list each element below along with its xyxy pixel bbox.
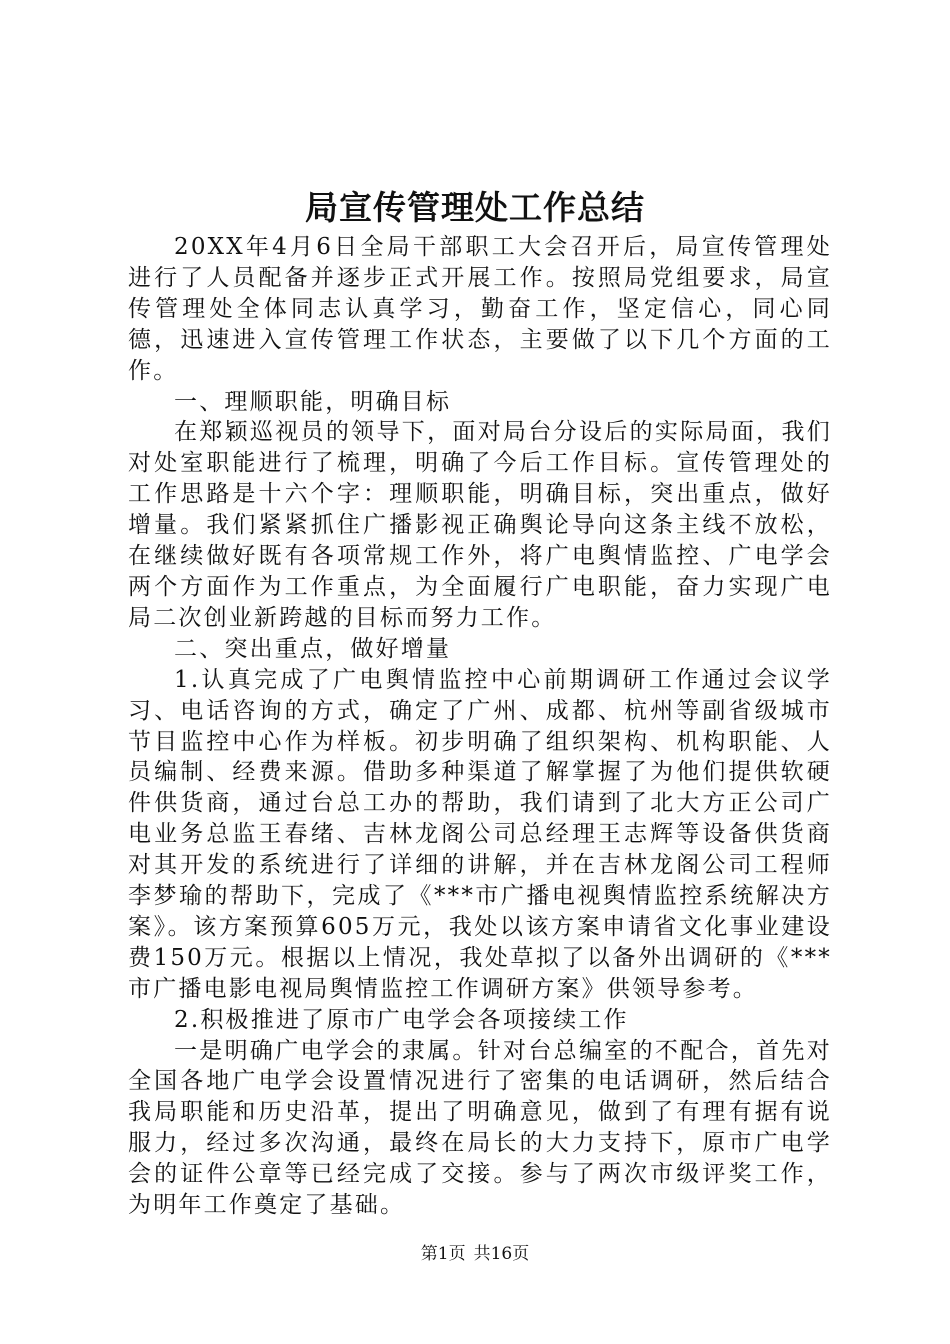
page-footer bbox=[0, 1242, 950, 1266]
section-heading-1: 一、理顺职能，明确目标 bbox=[174, 388, 452, 415]
section-heading-2: 二、突出重点，做好增量 bbox=[174, 635, 452, 662]
paragraph-intro: 20XX年4月6日全局干部职工大会召开后，局宣传管理处进行了人员配备并逐步正式开展工作。按照局党组要求，局宣传管理处全体同志认真学习，勤奋工作，坚定信心，同心同德，迅速进入宣传管理工作状态，主要做了以下几个方面的工作。 bbox=[128, 234, 832, 384]
subheading-item-2: 2.积极推进了原市广电学会各项接续工作 bbox=[174, 1006, 629, 1033]
paragraph-section-1: 在郑颖巡视员的领导下，面对局台分设后的实际局面，我们对处室职能进行了梳理，明确了今后工作目标。宣传管理处的工作思路是十六个字：理顺职能，明确目标，突出重点，做好增量。我们紧紧抓住广播影视正确舆论导向这条主线不放松，在继续做好既有各项常规工作外，将广电舆情监控、广电学会两个方面作为工作重点，为全面履行广电职能，奋力实现广电局二次创业新跨越的目标而努力工作。 bbox=[128, 419, 832, 631]
page-number: 第1页 bbox=[420, 1244, 466, 1264]
document-title: 局宣传管理处工作总结 bbox=[305, 188, 645, 227]
paragraph-item-2: 一是明确广电学会的隶属。针对台总编室的不配合，首先对全国各地广电学会设置情况进行了密集的电话调研，然后结合我局职能和历史沿革，提出了明确意见，做到了有理有据有说服力，经过多次沟通，最终在局长的大力支持下，原市广电学会的证件公章等已经完成了交接。参与了两次市级评奖工作，为明年工作奠定了基础。 bbox=[128, 1037, 832, 1219]
paragraph-item-1: 1.认真完成了广电舆情监控中心前期调研工作通过会议学习、电话咨询的方式，确定了广州、成都、杭州等副省级城市节目监控中心作为样板。初步明确了组织架构、机构职能、人员编制、经费来源。借助多种渠道了解掌握了为他们提供软硬件供货商，通过台总工办的帮助，我们请到了北大方正公司广电业务总监王春绪、吉林龙阁公司总经理王志辉等设备供货商对其开发的系统进行了详细的讲解，并在吉林龙阁公司工程师李梦瑜的帮助下，完成了《***市广播电视舆情监控系统解决方案》。该方案预算605万元，我处以该方案申请省文化事业建设费150万元。根据以上情况，我处草拟了以备外出调研的《***市广播电影电视局舆情监控工作调研方案》供领导参考。 bbox=[128, 666, 832, 1002]
document-body bbox=[128, 232, 832, 1221]
page-total: 共16页 bbox=[473, 1244, 530, 1264]
